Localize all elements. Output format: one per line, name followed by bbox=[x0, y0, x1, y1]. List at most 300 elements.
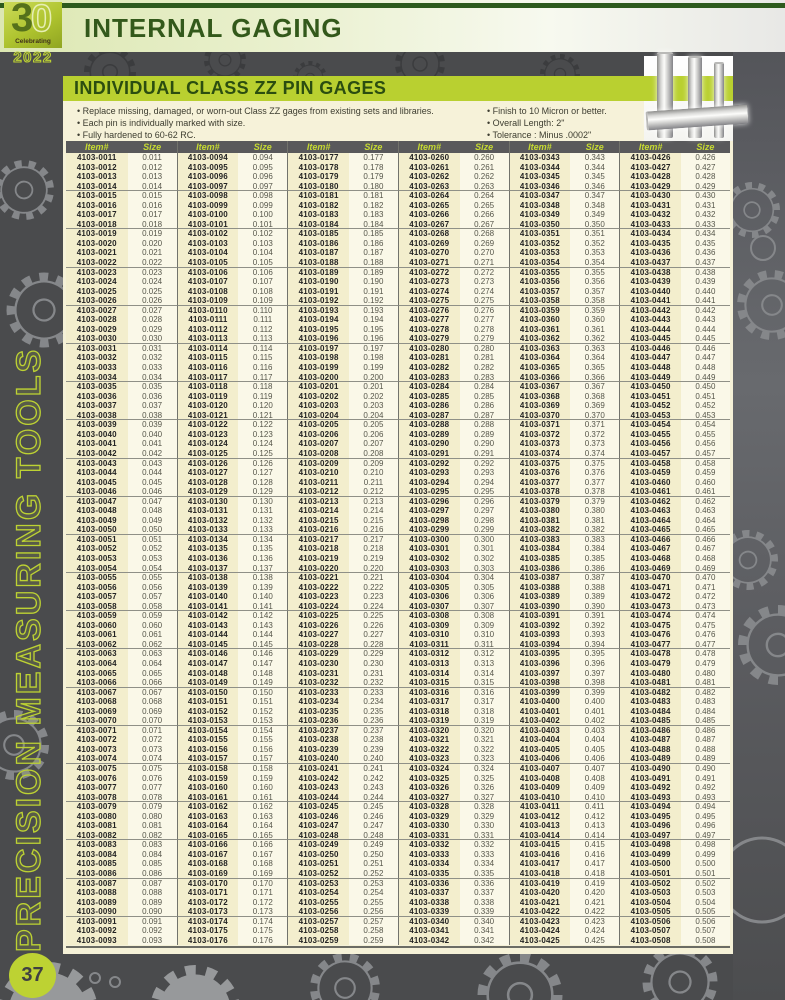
size-cell: 0.349 bbox=[570, 210, 619, 220]
item-cell: 4103-0404 bbox=[509, 735, 571, 745]
item-cell: 4103-0460 bbox=[619, 478, 681, 488]
size-cell: 0.451 bbox=[681, 392, 730, 402]
size-cell: 0.436 bbox=[681, 248, 730, 258]
size-cell: 0.082 bbox=[128, 831, 177, 841]
item-cell: 4103-0260 bbox=[398, 153, 460, 163]
size-cell: 0.428 bbox=[681, 172, 730, 182]
item-cell: 4103-0181 bbox=[287, 191, 349, 201]
item-cell: 4103-0293 bbox=[398, 468, 460, 478]
item-cell: 4103-0147 bbox=[177, 659, 239, 669]
item-cell: 4103-0238 bbox=[287, 735, 349, 745]
item-cell: 4103-0339 bbox=[398, 907, 460, 917]
size-cell: 0.079 bbox=[128, 802, 177, 812]
item-cell: 4103-0183 bbox=[287, 210, 349, 220]
size-cell: 0.372 bbox=[570, 430, 619, 440]
table-header-size: Size bbox=[238, 141, 287, 153]
size-cell: 0.471 bbox=[681, 583, 730, 593]
item-cell: 4103-0433 bbox=[619, 220, 681, 230]
item-cell: 4103-0309 bbox=[398, 621, 460, 631]
item-cell: 4103-0020 bbox=[66, 239, 128, 249]
size-cell: 0.159 bbox=[238, 774, 287, 784]
size-cell: 0.367 bbox=[570, 382, 619, 392]
size-cell: 0.295 bbox=[460, 487, 509, 497]
item-cell: 4103-0488 bbox=[619, 745, 681, 755]
size-cell: 0.359 bbox=[570, 306, 619, 316]
item-cell: 4103-0362 bbox=[509, 334, 571, 344]
item-cell: 4103-0196 bbox=[287, 334, 349, 344]
size-cell: 0.226 bbox=[349, 621, 398, 631]
item-cell: 4103-0333 bbox=[398, 850, 460, 860]
item-cell: 4103-0104 bbox=[177, 248, 239, 258]
size-cell: 0.505 bbox=[681, 907, 730, 917]
item-cell: 4103-0432 bbox=[619, 210, 681, 220]
item-cell: 4103-0151 bbox=[177, 697, 239, 707]
size-cell: 0.271 bbox=[460, 258, 509, 268]
item-cell: 4103-0163 bbox=[177, 812, 239, 822]
item-cell: 4103-0132 bbox=[177, 516, 239, 526]
item-cell: 4103-0108 bbox=[177, 287, 239, 297]
size-cell: 0.363 bbox=[570, 344, 619, 354]
item-cell: 4103-0149 bbox=[177, 678, 239, 688]
item-cell: 4103-0081 bbox=[66, 821, 128, 831]
item-cell: 4103-0241 bbox=[287, 764, 349, 774]
item-cell: 4103-0189 bbox=[287, 268, 349, 278]
item-cell: 4103-0354 bbox=[509, 258, 571, 268]
item-cell: 4103-0449 bbox=[619, 373, 681, 383]
item-cell: 4103-0060 bbox=[66, 621, 128, 631]
size-cell: 0.232 bbox=[349, 678, 398, 688]
table-header-size: Size bbox=[681, 141, 730, 153]
item-cell: 4103-0194 bbox=[287, 315, 349, 325]
size-cell: 0.264 bbox=[460, 191, 509, 201]
item-cell: 4103-0099 bbox=[177, 201, 239, 211]
size-cell: 0.399 bbox=[570, 688, 619, 698]
item-cell: 4103-0282 bbox=[398, 363, 460, 373]
item-cell: 4103-0272 bbox=[398, 268, 460, 278]
item-cell: 4103-0340 bbox=[398, 917, 460, 927]
size-cell: 0.167 bbox=[238, 850, 287, 860]
size-cell: 0.360 bbox=[570, 315, 619, 325]
item-cell: 4103-0103 bbox=[177, 239, 239, 249]
size-cell: 0.115 bbox=[238, 353, 287, 363]
item-cell: 4103-0349 bbox=[509, 210, 571, 220]
size-cell: 0.424 bbox=[570, 926, 619, 936]
size-cell: 0.234 bbox=[349, 697, 398, 707]
item-cell: 4103-0160 bbox=[177, 783, 239, 793]
size-cell: 0.342 bbox=[460, 936, 509, 946]
item-cell: 4103-0456 bbox=[619, 439, 681, 449]
size-cell: 0.099 bbox=[238, 201, 287, 211]
size-cell: 0.303 bbox=[460, 564, 509, 574]
item-cell: 4103-0161 bbox=[177, 793, 239, 803]
size-cell: 0.069 bbox=[128, 707, 177, 717]
size-cell: 0.138 bbox=[238, 573, 287, 583]
item-cell: 4103-0411 bbox=[509, 802, 571, 812]
item-cell: 4103-0283 bbox=[398, 373, 460, 383]
size-cell: 0.065 bbox=[128, 669, 177, 679]
size-cell: 0.507 bbox=[681, 926, 730, 936]
size-cell: 0.421 bbox=[570, 898, 619, 908]
item-cell: 4103-0087 bbox=[66, 879, 128, 889]
item-cell: 4103-0384 bbox=[509, 544, 571, 554]
item-cell: 4103-0022 bbox=[66, 258, 128, 268]
item-cell: 4103-0328 bbox=[398, 802, 460, 812]
size-cell: 0.442 bbox=[681, 306, 730, 316]
size-cell: 0.088 bbox=[128, 888, 177, 898]
item-cell: 4103-0017 bbox=[66, 210, 128, 220]
item-cell: 4103-0156 bbox=[177, 745, 239, 755]
size-cell: 0.029 bbox=[128, 325, 177, 335]
size-cell: 0.373 bbox=[570, 439, 619, 449]
item-cell: 4103-0444 bbox=[619, 325, 681, 335]
size-cell: 0.394 bbox=[570, 640, 619, 650]
item-cell: 4103-0048 bbox=[66, 506, 128, 516]
size-cell: 0.379 bbox=[570, 497, 619, 507]
item-cell: 4103-0158 bbox=[177, 764, 239, 774]
item-cell: 4103-0447 bbox=[619, 353, 681, 363]
item-cell: 4103-0366 bbox=[509, 373, 571, 383]
size-cell: 0.182 bbox=[349, 201, 398, 211]
item-cell: 4103-0318 bbox=[398, 707, 460, 717]
size-cell: 0.179 bbox=[349, 172, 398, 182]
item-cell: 4103-0026 bbox=[66, 296, 128, 306]
size-cell: 0.481 bbox=[681, 678, 730, 688]
item-cell: 4103-0348 bbox=[509, 201, 571, 211]
size-cell: 0.285 bbox=[460, 392, 509, 402]
item-cell: 4103-0337 bbox=[398, 888, 460, 898]
item-cell: 4103-0367 bbox=[509, 382, 571, 392]
item-cell: 4103-0465 bbox=[619, 525, 681, 535]
item-cell: 4103-0034 bbox=[66, 373, 128, 383]
pin-gage-table bbox=[63, 141, 733, 954]
size-cell: 0.478 bbox=[681, 649, 730, 659]
item-cell: 4103-0247 bbox=[287, 821, 349, 831]
item-cell: 4103-0125 bbox=[177, 449, 239, 459]
size-cell: 0.508 bbox=[681, 936, 730, 946]
item-cell: 4103-0173 bbox=[177, 907, 239, 917]
item-cell: 4103-0055 bbox=[66, 573, 128, 583]
size-cell: 0.296 bbox=[460, 497, 509, 507]
item-cell: 4103-0498 bbox=[619, 840, 681, 850]
item-cell: 4103-0018 bbox=[66, 220, 128, 230]
item-cell: 4103-0265 bbox=[398, 201, 460, 211]
size-cell: 0.120 bbox=[238, 401, 287, 411]
item-cell: 4103-0056 bbox=[66, 583, 128, 593]
size-cell: 0.036 bbox=[128, 392, 177, 402]
item-cell: 4103-0259 bbox=[287, 936, 349, 946]
size-cell: 0.395 bbox=[570, 649, 619, 659]
item-cell: 4103-0202 bbox=[287, 392, 349, 402]
size-cell: 0.336 bbox=[460, 879, 509, 889]
item-cell: 4103-0130 bbox=[177, 497, 239, 507]
item-cell: 4103-0346 bbox=[509, 182, 571, 192]
item-cell: 4103-0068 bbox=[66, 697, 128, 707]
size-cell: 0.109 bbox=[238, 296, 287, 306]
item-cell: 4103-0080 bbox=[66, 812, 128, 822]
size-cell: 0.375 bbox=[570, 459, 619, 469]
size-cell: 0.078 bbox=[128, 793, 177, 803]
item-cell: 4103-0109 bbox=[177, 296, 239, 306]
size-cell: 0.118 bbox=[238, 382, 287, 392]
item-cell: 4103-0338 bbox=[398, 898, 460, 908]
size-cell: 0.219 bbox=[349, 554, 398, 564]
size-cell: 0.019 bbox=[128, 229, 177, 239]
item-cell: 4103-0072 bbox=[66, 735, 128, 745]
size-cell: 0.049 bbox=[128, 516, 177, 526]
item-cell: 4103-0409 bbox=[509, 783, 571, 793]
size-cell: 0.338 bbox=[460, 898, 509, 908]
item-cell: 4103-0494 bbox=[619, 802, 681, 812]
item-cell: 4103-0169 bbox=[177, 869, 239, 879]
item-cell: 4103-0485 bbox=[619, 716, 681, 726]
size-cell: 0.245 bbox=[349, 802, 398, 812]
item-cell: 4103-0219 bbox=[287, 554, 349, 564]
size-cell: 0.196 bbox=[349, 334, 398, 344]
item-cell: 4103-0077 bbox=[66, 783, 128, 793]
item-cell: 4103-0353 bbox=[509, 248, 571, 258]
size-cell: 0.039 bbox=[128, 420, 177, 430]
size-cell: 0.288 bbox=[460, 420, 509, 430]
item-cell: 4103-0201 bbox=[287, 382, 349, 392]
item-cell: 4103-0344 bbox=[509, 163, 571, 173]
item-cell: 4103-0388 bbox=[509, 583, 571, 593]
size-cell: 0.257 bbox=[349, 917, 398, 927]
size-cell: 0.407 bbox=[570, 764, 619, 774]
size-cell: 0.139 bbox=[238, 583, 287, 593]
size-cell: 0.438 bbox=[681, 268, 730, 278]
item-cell: 4103-0314 bbox=[398, 669, 460, 679]
size-cell: 0.448 bbox=[681, 363, 730, 373]
item-cell: 4103-0131 bbox=[177, 506, 239, 516]
size-cell: 0.463 bbox=[681, 506, 730, 516]
item-cell: 4103-0012 bbox=[66, 163, 128, 173]
size-cell: 0.134 bbox=[238, 535, 287, 545]
item-cell: 4103-0446 bbox=[619, 344, 681, 354]
size-cell: 0.102 bbox=[238, 229, 287, 239]
size-cell: 0.035 bbox=[128, 382, 177, 392]
item-cell: 4103-0380 bbox=[509, 506, 571, 516]
item-cell: 4103-0478 bbox=[619, 649, 681, 659]
item-cell: 4103-0275 bbox=[398, 296, 460, 306]
item-cell: 4103-0443 bbox=[619, 315, 681, 325]
size-cell: 0.408 bbox=[570, 774, 619, 784]
size-cell: 0.286 bbox=[460, 401, 509, 411]
spec-bullet: • Tolerance : Minus .0002" bbox=[487, 129, 607, 141]
size-cell: 0.220 bbox=[349, 564, 398, 574]
item-cell: 4103-0023 bbox=[66, 268, 128, 278]
item-cell: 4103-0470 bbox=[619, 573, 681, 583]
size-cell: 0.056 bbox=[128, 583, 177, 593]
item-cell: 4103-0058 bbox=[66, 602, 128, 612]
item-cell: 4103-0174 bbox=[177, 917, 239, 927]
item-cell: 4103-0076 bbox=[66, 774, 128, 784]
item-cell: 4103-0090 bbox=[66, 907, 128, 917]
size-cell: 0.299 bbox=[460, 525, 509, 535]
size-cell: 0.015 bbox=[128, 191, 177, 201]
size-cell: 0.250 bbox=[349, 850, 398, 860]
item-cell: 4103-0044 bbox=[66, 468, 128, 478]
size-cell: 0.111 bbox=[238, 315, 287, 325]
size-cell: 0.158 bbox=[238, 764, 287, 774]
item-cell: 4103-0025 bbox=[66, 287, 128, 297]
item-cell: 4103-0024 bbox=[66, 277, 128, 287]
item-cell: 4103-0382 bbox=[509, 525, 571, 535]
item-cell: 4103-0435 bbox=[619, 239, 681, 249]
item-cell: 4103-0364 bbox=[509, 353, 571, 363]
item-cell: 4103-0171 bbox=[177, 888, 239, 898]
size-cell: 0.225 bbox=[349, 611, 398, 621]
size-cell: 0.073 bbox=[128, 745, 177, 755]
size-cell: 0.044 bbox=[128, 468, 177, 478]
item-cell: 4103-0489 bbox=[619, 754, 681, 764]
size-cell: 0.129 bbox=[238, 487, 287, 497]
item-cell: 4103-0084 bbox=[66, 850, 128, 860]
item-cell: 4103-0028 bbox=[66, 315, 128, 325]
size-cell: 0.216 bbox=[349, 525, 398, 535]
item-cell: 4103-0011 bbox=[66, 153, 128, 163]
size-cell: 0.122 bbox=[238, 420, 287, 430]
table-header-item: Item# bbox=[509, 141, 571, 153]
item-cell: 4103-0368 bbox=[509, 392, 571, 402]
size-cell: 0.419 bbox=[570, 879, 619, 889]
size-cell: 0.077 bbox=[128, 783, 177, 793]
item-cell: 4103-0398 bbox=[509, 678, 571, 688]
table-header-size: Size bbox=[349, 141, 398, 153]
item-cell: 4103-0038 bbox=[66, 411, 128, 421]
size-cell: 0.434 bbox=[681, 229, 730, 239]
item-cell: 4103-0078 bbox=[66, 793, 128, 803]
size-cell: 0.487 bbox=[681, 735, 730, 745]
size-cell: 0.488 bbox=[681, 745, 730, 755]
size-cell: 0.151 bbox=[238, 697, 287, 707]
size-cell: 0.433 bbox=[681, 220, 730, 230]
item-cell: 4103-0448 bbox=[619, 363, 681, 373]
item-cell: 4103-0424 bbox=[509, 926, 571, 936]
size-cell: 0.191 bbox=[349, 287, 398, 297]
size-cell: 0.387 bbox=[570, 573, 619, 583]
item-cell: 4103-0091 bbox=[66, 917, 128, 927]
size-cell: 0.465 bbox=[681, 525, 730, 535]
table-bottom-rule bbox=[66, 946, 730, 948]
size-cell: 0.170 bbox=[238, 879, 287, 889]
size-cell: 0.176 bbox=[238, 936, 287, 946]
item-cell: 4103-0027 bbox=[66, 306, 128, 316]
size-cell: 0.496 bbox=[681, 821, 730, 831]
size-cell: 0.291 bbox=[460, 449, 509, 459]
item-cell: 4103-0067 bbox=[66, 688, 128, 698]
item-cell: 4103-0061 bbox=[66, 630, 128, 640]
item-cell: 4103-0483 bbox=[619, 697, 681, 707]
item-cell: 4103-0472 bbox=[619, 592, 681, 602]
item-cell: 4103-0440 bbox=[619, 287, 681, 297]
size-cell: 0.206 bbox=[349, 430, 398, 440]
size-cell: 0.302 bbox=[460, 554, 509, 564]
item-cell: 4103-0501 bbox=[619, 869, 681, 879]
size-cell: 0.454 bbox=[681, 420, 730, 430]
item-cell: 4103-0467 bbox=[619, 544, 681, 554]
item-cell: 4103-0141 bbox=[177, 602, 239, 612]
size-cell: 0.253 bbox=[349, 879, 398, 889]
size-cell: 0.091 bbox=[128, 917, 177, 927]
item-cell: 4103-0235 bbox=[287, 707, 349, 717]
item-cell: 4103-0273 bbox=[398, 277, 460, 287]
size-cell: 0.135 bbox=[238, 544, 287, 554]
item-cell: 4103-0455 bbox=[619, 430, 681, 440]
item-cell: 4103-0170 bbox=[177, 879, 239, 889]
size-cell: 0.150 bbox=[238, 688, 287, 698]
size-cell: 0.293 bbox=[460, 468, 509, 478]
item-cell: 4103-0197 bbox=[287, 344, 349, 354]
item-cell: 4103-0165 bbox=[177, 831, 239, 841]
size-cell: 0.415 bbox=[570, 840, 619, 850]
size-cell: 0.222 bbox=[349, 583, 398, 593]
size-cell: 0.244 bbox=[349, 793, 398, 803]
item-cell: 4103-0135 bbox=[177, 544, 239, 554]
item-cell: 4103-0323 bbox=[398, 754, 460, 764]
item-cell: 4103-0279 bbox=[398, 334, 460, 344]
size-cell: 0.145 bbox=[238, 640, 287, 650]
size-cell: 0.274 bbox=[460, 287, 509, 297]
size-cell: 0.042 bbox=[128, 449, 177, 459]
item-cell: 4103-0437 bbox=[619, 258, 681, 268]
size-cell: 0.307 bbox=[460, 602, 509, 612]
size-cell: 0.425 bbox=[570, 936, 619, 946]
size-cell: 0.193 bbox=[349, 306, 398, 316]
size-cell: 0.090 bbox=[128, 907, 177, 917]
item-cell: 4103-0261 bbox=[398, 163, 460, 173]
item-cell: 4103-0074 bbox=[66, 754, 128, 764]
item-cell: 4103-0274 bbox=[398, 287, 460, 297]
item-cell: 4103-0487 bbox=[619, 735, 681, 745]
size-cell: 0.194 bbox=[349, 315, 398, 325]
size-cell: 0.335 bbox=[460, 869, 509, 879]
item-cell: 4103-0418 bbox=[509, 869, 571, 879]
size-cell: 0.403 bbox=[570, 726, 619, 736]
item-cell: 4103-0162 bbox=[177, 802, 239, 812]
item-cell: 4103-0136 bbox=[177, 554, 239, 564]
item-cell: 4103-0105 bbox=[177, 258, 239, 268]
size-cell: 0.462 bbox=[681, 497, 730, 507]
size-cell: 0.282 bbox=[460, 363, 509, 373]
logo-celebrating-text: Celebrating bbox=[15, 38, 51, 45]
size-cell: 0.172 bbox=[238, 898, 287, 908]
item-cell: 4103-0441 bbox=[619, 296, 681, 306]
item-cell: 4103-0193 bbox=[287, 306, 349, 316]
item-cell: 4103-0167 bbox=[177, 850, 239, 860]
item-cell: 4103-0292 bbox=[398, 459, 460, 469]
size-cell: 0.255 bbox=[349, 898, 398, 908]
item-cell: 4103-0505 bbox=[619, 907, 681, 917]
item-cell: 4103-0142 bbox=[177, 611, 239, 621]
size-cell: 0.127 bbox=[238, 468, 287, 478]
item-cell: 4103-0145 bbox=[177, 640, 239, 650]
item-cell: 4103-0369 bbox=[509, 401, 571, 411]
item-cell: 4103-0164 bbox=[177, 821, 239, 831]
size-cell: 0.355 bbox=[570, 268, 619, 278]
size-cell: 0.157 bbox=[238, 754, 287, 764]
item-cell: 4103-0243 bbox=[287, 783, 349, 793]
size-cell: 0.071 bbox=[128, 726, 177, 736]
item-cell: 4103-0124 bbox=[177, 439, 239, 449]
size-cell: 0.162 bbox=[238, 802, 287, 812]
item-cell: 4103-0313 bbox=[398, 659, 460, 669]
size-cell: 0.381 bbox=[570, 516, 619, 526]
item-cell: 4103-0228 bbox=[287, 640, 349, 650]
size-cell: 0.334 bbox=[460, 859, 509, 869]
size-cell: 0.404 bbox=[570, 735, 619, 745]
item-cell: 4103-0113 bbox=[177, 334, 239, 344]
item-cell: 4103-0454 bbox=[619, 420, 681, 430]
